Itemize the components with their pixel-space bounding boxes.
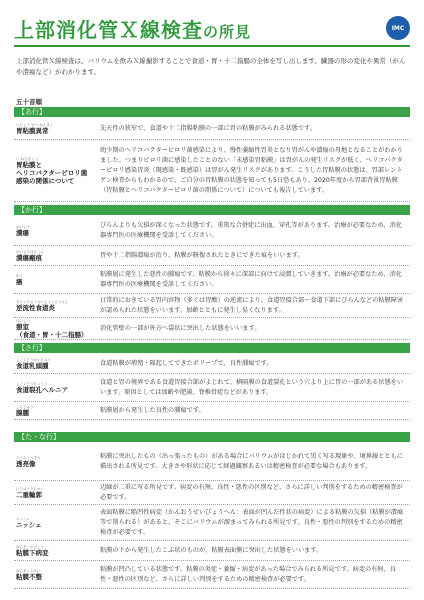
term-description: 表面粘膜に陥凹性病変（かんおうせいびょうへん：表面が凹んだ性状の病変）による粘膜の欠損（粘膜が潰瘍等で削られる）があると、そこにバリウムが溜まってみられる所見です。良性・悪性の判別をするための精密検査が必要です。: [100, 508, 404, 536]
term: [16, 157, 102, 185]
list-item: [14, 402, 410, 420]
term: [16, 405, 102, 417]
term-description: 胃や十二指腸潰瘍が治り、粘膜が修復されたときにできた痕をいいます。: [100, 251, 304, 259]
section-sa-header: 【さ行】: [14, 343, 410, 353]
list-item: [14, 505, 410, 541]
list-item: [14, 541, 410, 561]
list-item: [14, 443, 410, 481]
page-title: [14, 14, 251, 43]
term-name: 透亮像: [16, 459, 36, 468]
list-item: [14, 481, 410, 505]
title-divider: [14, 45, 410, 47]
list-item: [14, 294, 410, 318]
term-name: 二重輪郭: [16, 490, 42, 499]
term-description: 粘膜層から発生した良性の腫瘍です。: [100, 406, 205, 414]
term: [16, 225, 102, 237]
term-reading: とうみょうぞう: [16, 455, 41, 460]
term-description: 消化管壁の一部が外方へ袋状に突出した状態をいいます。: [100, 324, 261, 332]
term-name: 食道裂孔ヘルニア: [16, 385, 68, 394]
term-reading: しょくどうかいりゅう: [16, 357, 51, 362]
list-item: [14, 318, 410, 340]
term-reading: ぎゃくりゅうせいしょくどうえん: [16, 299, 69, 304]
term-reading: ねんまくふせい: [16, 568, 41, 573]
term: [16, 487, 102, 499]
term-reading: がん: [16, 273, 23, 278]
term-name: 食道乳頭腫: [16, 361, 49, 370]
term-reading: しんじゅう: [16, 404, 34, 409]
term-description: 幼少期のヘリコバクターピロリ菌感染により、慢性萎縮性胃炎となり胃がんや潰瘍の母地となることがわかりました。つまりピロリ菌に感染したことのない「未感染胃粘膜」は胃がんの発生リスクが低く、ヘリコバクターピロリ感染胃炎（現感染・既感染）は胃がん発生リスクがあります。こうした胃粘膜の状態は、胃部レントゲン検査からもわかるので、ご自分の胃粘膜の状態を知っても5日恐もあり、2020年度から胃部背景胃粘膜（胃粘膜とヘリコバクターピロリ菌の関係について）についても報告しています。: [100, 146, 403, 194]
title-suffix: の所見: [203, 23, 252, 41]
term-reading: しょくどうれっこう: [16, 381, 48, 386]
term-name: 逆流性食道炎: [16, 303, 55, 312]
term-description: 日常的におきている胃内容物（多くは胃酸）の逆流により、食道胃接合部～食道下部にびらんなどの粘膜障害が認められた状態をいいます。加齢とともに発生し易くなります。: [100, 296, 404, 314]
term-name: 胃粘膜と: [16, 160, 42, 169]
term-reading: ねんまくかびょう: [16, 544, 44, 549]
term: [16, 569, 102, 581]
term: [16, 517, 102, 529]
term-description: 先天性の狭窄で、食道や十二指腸粘膜の一部に胃の粘膜がみられる状態です。: [100, 124, 316, 132]
term-name: 腺腫: [16, 408, 29, 417]
section-ka-header: 【か行】: [14, 205, 410, 215]
list-item: [14, 266, 410, 294]
term-description: 粘膜層に発生した悪性の腫瘍です。粘膜から徐々に深部に向けて浸潤していきます。治療が必要なため、消化器専門医の医療機関を受診してください。: [100, 270, 402, 288]
term-name: 粘膜下病変: [16, 548, 49, 557]
term-description: 粘膜に突出したもの（出っ張ったもの）がある場合にバリウムがはじかれて黒く写る現象や、境界線とともに描出される所見です。大きさや形状に応じて経過観察あるいは精密検査が必要な場合もあります。: [100, 452, 403, 470]
term: [16, 274, 102, 286]
term: [16, 250, 102, 262]
term-description: 粘膜が凹凸している状態です。粘膜の炎症・萎縮・病変があった場合でみられる所見です。病変の有無、良性・悪性の区別など、さらに詳しい判別をするための精密検査が必要です。: [100, 565, 396, 583]
term-name-line2: （食道・胃・十二指腸）: [16, 330, 88, 339]
term-description: 辺縁が二重に写る所見です。病変の有無、良性・悪性の区別など、さらに詳しい判別をするための精密検査が必要です。: [100, 483, 403, 501]
term-name: 胃粘膜異常: [16, 126, 49, 135]
term: [16, 382, 102, 394]
term-name-line2: ヘリコバクターピロリ菌: [16, 168, 88, 177]
term-name: 潰瘍瘢痕: [16, 253, 42, 262]
intro-text: 上部消化管Ｘ線検査は、バリウムを飲みＸ線撮影することで食道・胃・十二指腸の全体を写し出します。臓器の形の変化や異常（がんや潰瘍など）がわかります。: [16, 57, 406, 76]
logo-text: IMC: [391, 24, 405, 32]
brand-logo: [386, 16, 410, 40]
order-label: 五十音順: [16, 98, 42, 106]
term-reading: い ねんまく と: [16, 156, 40, 161]
term-description: びらんよりも欠損が深くなった状態です。重篤な合併症に出血、穿孔等があります。治療が必要なため、消化器専門医の医療機関を受診してください。: [100, 221, 402, 239]
term: [16, 456, 102, 468]
list-item: [14, 118, 410, 140]
term-name: 癌: [16, 277, 23, 286]
section-a-header: 【あ行】: [14, 107, 410, 117]
list-item: [14, 561, 410, 589]
term-description: 粘膜の下から発生したこぶ状のものが、粘膜表面側に突出した状態をいいます。: [100, 546, 323, 554]
term-reading: ニッシェ: [16, 516, 30, 521]
term: [16, 319, 102, 339]
term: [16, 123, 102, 135]
term-reading: にじゅうりんかく: [16, 486, 44, 491]
term-reading: いじょう せい ねんまく: [16, 122, 54, 127]
term-description: 食道と胃の境界である食道胃接合部がよじれて、横隔膜の食道裂孔という穴より上に胃の一部がある状態をいいます。原因としては加齢や肥満、脊椎骨症などがあります。: [100, 378, 404, 396]
term: [16, 358, 102, 370]
list-item: [14, 216, 410, 246]
title-main: 上部消化管Ｘ線検査: [14, 18, 203, 42]
term: [16, 545, 102, 557]
term-reading: かいよう: [16, 224, 30, 229]
term-name-line3: 感染の関係について: [16, 176, 75, 185]
term-reading: かいようはんこん: [16, 249, 44, 254]
term-name: 粘膜不整: [16, 572, 42, 581]
term-description: 食道粘膜が増殖・隆起してできたポリープで、良性腫瘍です。: [100, 359, 273, 367]
list-item: [14, 354, 410, 374]
list-item: [14, 374, 410, 402]
list-item: [14, 246, 410, 266]
term-reading: けいしつ: [16, 318, 30, 323]
term: [16, 300, 102, 312]
term-name: 憩室: [16, 322, 29, 331]
section-ta-header: 【た・な行】: [14, 432, 410, 442]
term-name: ニッシェ: [16, 520, 42, 529]
list-item: [14, 140, 410, 202]
term-name: 潰瘍: [16, 228, 29, 237]
